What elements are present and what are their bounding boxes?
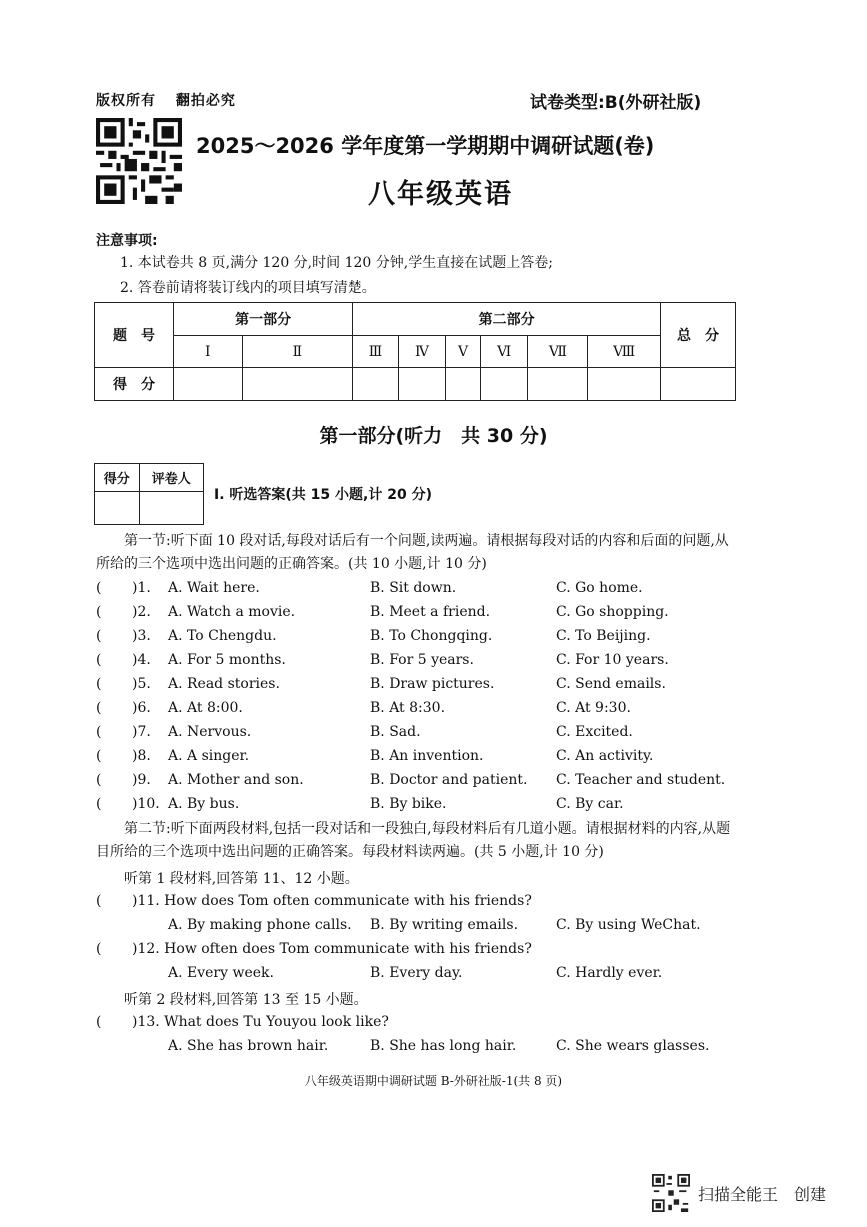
question-13 [96, 1014, 746, 1036]
question-10 [96, 796, 746, 818]
grader-table [94, 463, 204, 525]
numeral-cell: Ⅷ [588, 336, 661, 368]
option-b: B. For 5 years. [370, 652, 474, 668]
answer-blank[interactable]: ( [96, 700, 102, 716]
numeral-cell: Ⅲ [353, 336, 399, 368]
option-b: B. Every day. [370, 965, 463, 981]
question-number: )6. [132, 700, 151, 716]
option-c: C. At 9:30. [556, 700, 631, 716]
answer-blank[interactable]: ( [96, 748, 102, 764]
option-a: A. By making phone calls. [168, 917, 352, 933]
copyright-text: 版权所有 [96, 93, 156, 109]
answer-blank[interactable]: ( [96, 772, 102, 788]
option-b: B. An invention. [370, 748, 484, 764]
option-c: C. Go shopping. [556, 604, 669, 620]
question-3 [96, 628, 746, 650]
no-copy-text: 翻拍必究 [175, 93, 236, 109]
numeral-cell: Ⅵ [480, 336, 527, 368]
question-number: )8. [132, 748, 151, 764]
question-number: )5. [132, 676, 151, 692]
option-b: B. Doctor and patient. [370, 772, 528, 788]
option-c: C. To Beijing. [556, 628, 651, 644]
option-b: B. By bike. [370, 796, 447, 812]
score-cell[interactable] [174, 368, 243, 401]
question-7 [96, 724, 746, 746]
option-a: A. Read stories. [168, 676, 280, 692]
question-stem: )12. How often does Tom communicate with his friends? [132, 941, 532, 957]
option-b: B. At 8:30. [370, 700, 446, 716]
answer-blank[interactable]: ( [96, 1014, 102, 1030]
option-c: C. For 10 years. [556, 652, 669, 668]
answer-blank[interactable]: ( [96, 628, 102, 644]
option-a: A. Nervous. [168, 724, 252, 740]
option-c: C. An activity. [556, 748, 654, 764]
material-1-label: 听第 1 段材料,回答第 11、12 小题。 [124, 871, 359, 887]
grader-score-label: 得分 [95, 464, 140, 492]
question-number: )4. [132, 652, 151, 668]
answer-blank[interactable]: ( [96, 941, 102, 957]
option-c: C. By using WeChat. [556, 917, 701, 933]
question-8 [96, 748, 746, 770]
option-a: A. At 8:00. [168, 700, 243, 716]
grader-name-label: 评卷人 [139, 464, 203, 492]
question-number: )2. [132, 604, 151, 620]
grader-score-cell[interactable] [95, 492, 140, 525]
score-cell[interactable] [353, 368, 399, 401]
total-cell[interactable] [661, 368, 736, 401]
option-b: B. Sit down. [370, 580, 457, 596]
option-c: C. Teacher and student. [556, 772, 726, 788]
option-a: A. Mother and son. [168, 772, 304, 788]
numeral-cell: Ⅰ [174, 336, 243, 368]
question-number: )9. [132, 772, 151, 788]
option-b: B. Draw pictures. [370, 676, 495, 692]
score-cell[interactable] [588, 368, 661, 401]
option-c: C. Excited. [556, 724, 633, 740]
score-cell[interactable] [242, 368, 353, 401]
subject-title: 八年级英语 [368, 179, 513, 210]
copyright-line [96, 90, 236, 110]
option-a: A. Watch a movie. [168, 604, 296, 620]
total-header: 总 分 [661, 303, 736, 368]
notice-item: 2. 答卷前请将装订线内的项目填写清楚。 [120, 280, 376, 296]
question-number: )7. [132, 724, 151, 740]
option-b: B. Sad. [370, 724, 421, 740]
question-number: )1. [132, 580, 151, 596]
option-a: A. To Chengdu. [168, 628, 277, 644]
question-12-options [96, 965, 746, 987]
option-a: A. Every week. [168, 965, 274, 981]
question-9 [96, 772, 746, 794]
score-cell[interactable] [398, 368, 445, 401]
question-4 [96, 652, 746, 674]
question-12 [96, 941, 746, 963]
option-a: A. Wait here. [168, 580, 260, 596]
part2-header: 第二部分 [353, 303, 661, 336]
question-11-options [96, 917, 746, 939]
answer-blank[interactable]: ( [96, 796, 102, 812]
answer-blank[interactable]: ( [96, 893, 102, 909]
scanner-watermark: 扫描全能王 创建 [698, 1185, 827, 1204]
row-label-score: 得 分 [95, 368, 174, 401]
option-c: C. By car. [556, 796, 624, 812]
question-6 [96, 700, 746, 722]
question-11 [96, 893, 746, 915]
question-number: )10. [132, 796, 160, 812]
paper-type: 试卷类型:B(外研社版) [530, 93, 702, 113]
answer-blank[interactable]: ( [96, 676, 102, 692]
option-a: A. For 5 months. [168, 652, 286, 668]
numeral-cell: Ⅱ [242, 336, 353, 368]
qr-code-icon [96, 118, 182, 204]
answer-blank[interactable]: ( [96, 724, 102, 740]
option-c: C. Go home. [556, 580, 643, 596]
score-cell[interactable] [480, 368, 527, 401]
qr-code-icon [652, 1174, 690, 1212]
option-b: B. By writing emails. [370, 917, 519, 933]
material-2-label: 听第 2 段材料,回答第 13 至 15 小题。 [124, 992, 368, 1008]
option-c: C. Hardly ever. [556, 965, 663, 981]
question-stem: )11. How does Tom often communicate with his friends? [132, 893, 532, 909]
option-b: B. She has long hair. [370, 1038, 517, 1054]
option-a: A. A singer. [168, 748, 250, 764]
grader-name-cell[interactable] [139, 492, 203, 525]
part-title: 第一部分(听力 共 30 分) [319, 425, 548, 447]
notice-title: 注意事项: [96, 233, 158, 249]
section2-intro: 第二节:听下面两段材料,包括一段对话和一段独白,每段材料后有几道小题。请根据材料的内容,从题目所给的三个选项中选出问题的正确答案。每段材料读两遍。(共 5 小题,计 10 分) [96, 821, 731, 860]
option-c: C. Send emails. [556, 676, 666, 692]
question-1 [96, 580, 746, 602]
score-table [94, 302, 736, 401]
question-13-options [96, 1038, 746, 1060]
row-label-number: 题 号 [95, 303, 174, 368]
part1-header: 第一部分 [174, 303, 353, 336]
section1-intro: 第一节:听下面 10 段对话,每段对话后有一个问题,读两遍。请根据每段对话的内容和后面的问题,从所给的三个选项中选出问题的正确答案。(共 10 小题,计 10 分) [96, 533, 729, 572]
option-b: B. Meet a friend. [370, 604, 491, 620]
section-title: Ⅰ. 听选答案(共 15 小题,计 20 分) [214, 487, 432, 503]
question-5 [96, 676, 746, 698]
page-footer: 八年级英语期中调研试题 B-外研社版-1(共 8 页) [304, 1074, 563, 1088]
option-c: C. She wears glasses. [556, 1038, 710, 1054]
option-a: A. She has brown hair. [168, 1038, 329, 1054]
question-number: )3. [132, 628, 151, 644]
question-2 [96, 604, 746, 626]
answer-blank[interactable]: ( [96, 604, 102, 620]
answer-blank[interactable]: ( [96, 652, 102, 668]
exam-title: 2025～2026 学年度第一学期期中调研试题(卷) [196, 134, 655, 158]
numeral-cell: Ⅳ [398, 336, 445, 368]
option-b: B. To Chongqing. [370, 628, 493, 644]
numeral-cell: Ⅴ [446, 336, 481, 368]
score-cell[interactable] [528, 368, 588, 401]
numeral-cell: Ⅶ [528, 336, 588, 368]
score-cell[interactable] [446, 368, 481, 401]
answer-blank[interactable]: ( [96, 580, 102, 596]
question-stem: )13. What does Tu Youyou look like? [132, 1014, 389, 1030]
notice-item: 1. 本试卷共 8 页,满分 120 分,时间 120 分钟,学生直接在试题上答卷; [120, 255, 553, 271]
option-a: A. By bus. [168, 796, 240, 812]
